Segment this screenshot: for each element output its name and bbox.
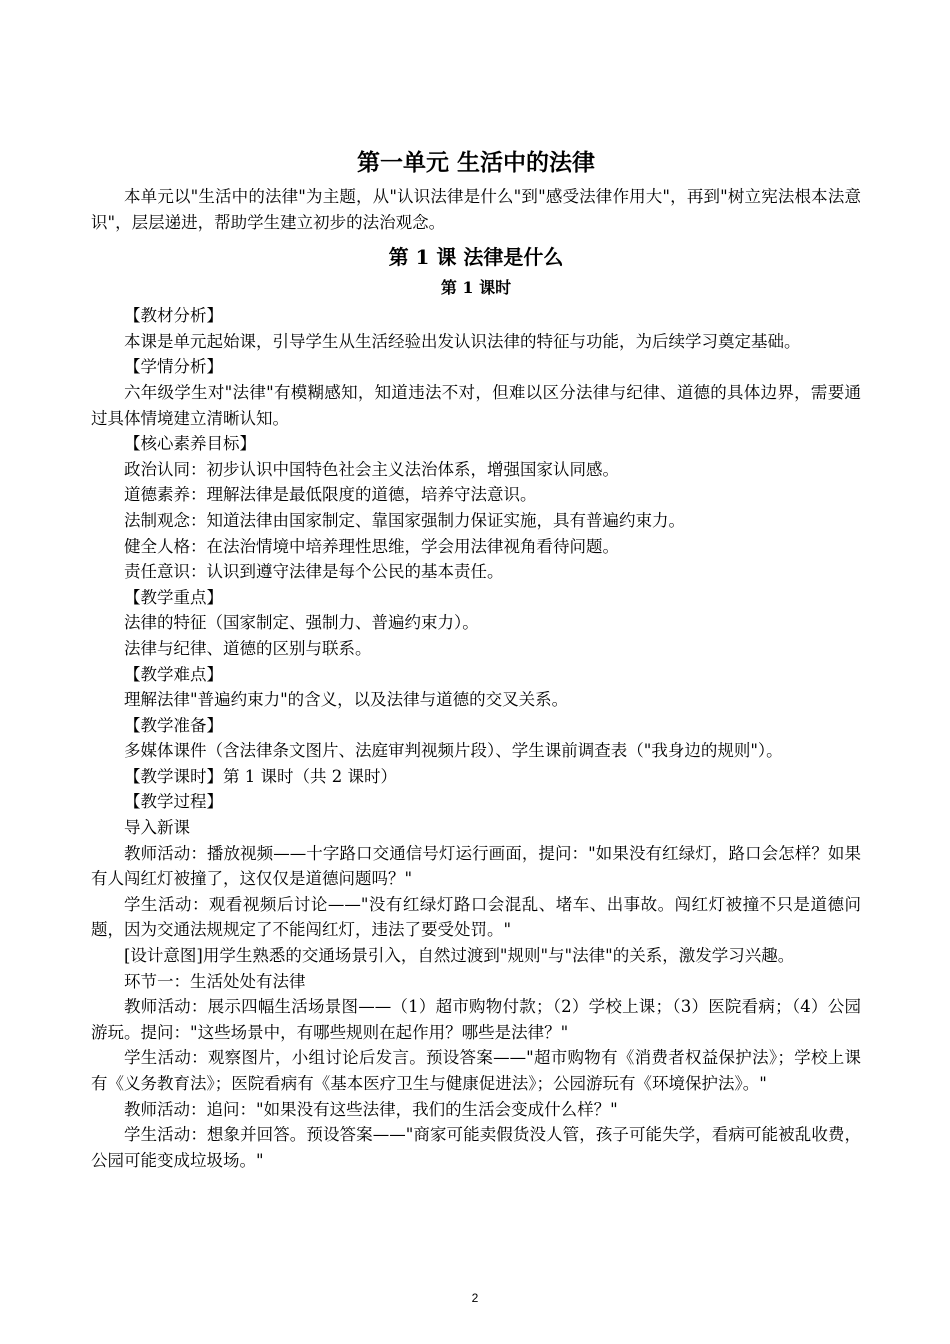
paragraph: 教师活动：追问："如果没有这些法律，我们的生活会变成什么样？" — [124, 1099, 618, 1119]
paragraph: 【教学准备】 — [124, 715, 223, 735]
paragraph: 道德素养：理解法律是最低限度的道德，培养守法意识。 — [124, 485, 537, 505]
page-number: 2 — [471, 1291, 479, 1305]
paragraph: 学生活动：观察图片，小组讨论后发言。预设答案——"超市购物有《消费者权益保护法》；学校上课有《义务教育法》；医院看病有《基本医疗卫生与健康促进法》；公园游玩有《环境保护法》。" — [91, 1048, 861, 1093]
page-body — [91, 148, 861, 1173]
paragraph: 法律与纪律、道德的区别与联系。 — [124, 638, 372, 658]
paragraph: 导入新课 — [124, 818, 190, 838]
paragraph: 六年级学生对"法律"有模糊感知，知道违法不对，但难以区分法律与纪律、道德的具体边界，需要通过具体情境建立清晰认知。 — [91, 382, 861, 428]
paragraph: 学生活动：观看视频后讨论——"没有红绿灯路口会混乱、堵车、出事故。闯红灯被撞不只是道德问题，因为交通法规规定了不能闯红灯，违法了要受处罚。" — [91, 894, 861, 940]
paragraph: 环节一：生活处处有法律 — [124, 971, 306, 991]
paragraph: 多媒体课件（含法律条文图片、法庭审判视频片段）、学生课前调查表（"我身边的规则"）。 — [124, 741, 783, 761]
paragraph: 法律的特征（国家制定、强制力、普遍约束力）。 — [124, 613, 479, 633]
paragraph: 【教学难点】 — [124, 664, 223, 684]
paragraph: 【核心素养目标】 — [124, 434, 256, 454]
paragraph: 【教学重点】 — [124, 587, 223, 607]
paragraph: 学生活动：想象并回答。预设答案——"商家可能卖假货没人管，孩子可能失学，看病可能被乱收费，公园可能变成垃圾场。" — [91, 1125, 861, 1170]
lesson-title: 第 1 课 法律是什么 — [388, 245, 564, 270]
paragraph: 教师活动：展示四幅生活场景图——（1）超市购物付款；（2）学校上课；（3）医院看病；（4）公园游玩。提问："这些场景中，有哪些规则在起作用？哪些是法律？" — [91, 997, 861, 1042]
paragraph: [设计意图]用学生熟悉的交通场景引入，自然过渡到"规则"与"法律"的关系，激发学习兴趣。 — [124, 946, 795, 966]
paragraph: 法制观念：知道法律由国家制定、靠国家强制力保证实施，具有普遍约束力。 — [124, 510, 685, 530]
paragraph: 【教学过程】 — [124, 792, 223, 812]
paragraph: 本课是单元起始课，引导学生从生活经验出发认识法律的特征与功能，为后续学习奠定基础。 — [124, 331, 801, 351]
paragraph: 健全人格：在法治情境中培养理性思维，学会用法律视角看待问题。 — [124, 536, 619, 556]
unit-intro: 本单元以"生活中的法律"为主题，从"认识法律是什么"到"感受法律作用大"，再到"树立宪法根本法意识"，层层递进，帮助学生建立初步的法治观念。 — [91, 187, 861, 232]
paragraph: 【教学课时】第 1 课时（共 2 课时） — [124, 766, 397, 786]
unit-title: 第一单元 生活中的法律 — [356, 149, 595, 176]
paragraph: 责任意识：认识到遵守法律是每个公民的基本责任。 — [124, 562, 504, 582]
paragraph: 【学情分析】 — [124, 357, 223, 377]
paragraph: 教师活动：播放视频——十字路口交通信号灯运行画面，提问："如果没有红绿灯，路口会怎样？如果有人闯红灯被撞了，这仅仅是道德问题吗？" — [91, 843, 861, 889]
period-title: 第 1 课时 — [440, 278, 512, 298]
paragraph: 理解法律"普遍约束力"的含义，以及法律与道德的交叉关系。 — [124, 690, 569, 710]
paragraph: 【教材分析】 — [124, 306, 223, 326]
paragraph: 政治认同：初步认识中国特色社会主义法治体系，增强国家认同感。 — [124, 459, 619, 479]
